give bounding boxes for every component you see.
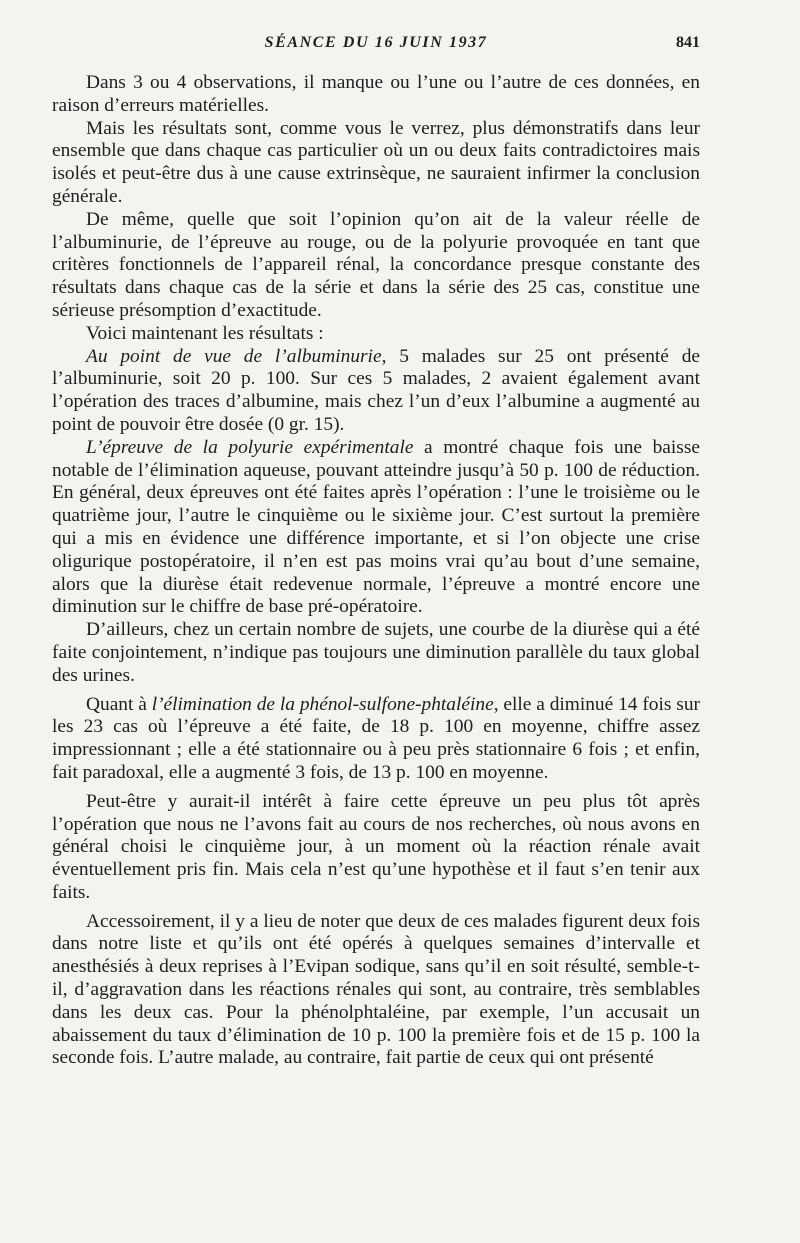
running-title: SÉANCE DU 16 JUIN 1937 <box>264 34 488 51</box>
paragraph: Au point de vue de l’albuminurie, 5 malades sur 25 ont présenté de l’albuminurie, soit 20 p. 100. Sur ces 5 malades, 2 avaient également avant l’opération des traces d’albumine, mais chez l’un d’eux l’albumine a augmenté au point de pouvoir être dosée (0 gr. 15). <box>52 345 701 435</box>
paragraph: Quant à l’élimination de la phénol-sulfone-phtaléine, elle a diminué 14 fois sur les 23 cas où l’épreuve a été faite, de 18 p. 100 en moyenne, chiffre assez impressionnant ; elle a été stationnaire ou à peu près stationnaire 6 fois ; et enfin, fait paradoxal, elle a augmenté 3 fois, de 13 p. 100 en moyenne. <box>52 693 700 783</box>
paragraph: Mais les résultats sont, comme vous le verrez, plus démonstratifs dans leur ensemble que dans chaque cas particulier où un ou deux faits contradictoires mais isolés et peut-être dus à une cause extrinsèque, ne sauraient infirmer la conclusion générale. <box>52 117 700 207</box>
page-number: 841 <box>676 34 700 51</box>
body-text <box>52 72 700 1070</box>
paragraph: Voici maintenant les résultats : <box>86 322 324 344</box>
paragraph-emphasis: l’élimination de la phénol-sulfone-phtaléine <box>151 693 494 715</box>
paragraph-lead: Au point de vue de l’albuminurie <box>86 345 382 367</box>
paragraph: D’ailleurs, chez un certain nombre de sujets, une courbe de la diurèse qui a été faite conjointement, n’indique pas toujours une diminution parallèle du taux global des urines. <box>52 619 700 686</box>
paragraph: Dans 3 ou 4 observations, il manque ou l’une ou l’autre de ces données, en raison d’erreurs matérielles. <box>52 72 700 116</box>
paragraph: Accessoirement, il y a lieu de noter que deux de ces malades figurent deux fois dans notre liste et qu’ils ont été opérés à quelques semaines d’intervalle et anesthésiés à deux reprises à l’Evipan sodique, sans qu’il en soit résulté, semble-t-il, d’aggravation dans les réactions rénales qui sont, au contraire, très semblables dans les deux cas. Pour la phénolphtaléine, par exemple, l’un accusait un abaissement du taux d’élimination de 10 p. 100 la première fois et de 15 p. 100 la seconde fois. L’autre malade, au contraire, fait partie de ceux qui ont présenté <box>52 910 700 1069</box>
paragraph: De même, quelle que soit l’opinion qu’on ait de la valeur réelle de l’albuminurie, de l’épreuve au rouge, ou de la polyurie provoquée en tant que critères fonctionnels de l’appareil rénal, la concordance presque constante des résultats dans chaque cas de la série et dans la série des 25 cas, constitue une sérieuse présomption d’exactitude. <box>52 208 700 321</box>
running-head <box>52 34 700 56</box>
paragraph: Peut-être y aurait-il intérêt à faire cette épreuve un peu plus tôt après l’opération que nous ne l’avons fait au cours de nos recherches, où nous avons en général choisi le cinquième jour, à un moment où la réaction rénale avait éventuellement pris fin. Mais cela n’est qu’une hypothèse et il faut s’en tenir aux faits. <box>52 790 700 903</box>
paragraph-lead: L’épreuve de la polyurie expérimentale <box>86 436 414 458</box>
paragraph: L’épreuve de la polyurie expérimentale a montré chaque fois une baisse notable de l’élimination aqueuse, pouvant atteindre jusqu’à 50 p. 100 de réduction. En général, deux épreuves ont été faites après l’opération : l’une le troisième ou le quatrième jour, l’autre le cinquième ou le sixième jour. C’est surtout la première qui a mis en évidence une différence importante, et si l’on objecte une crise oligurique postopératoire, il n’en est pas moins vrai qu’au bout d’une semaine, alors que la diurèse était redevenue normale, l’épreuve a montré encore une diminution sur le chiffre de base pré-opératoire. <box>52 436 700 618</box>
